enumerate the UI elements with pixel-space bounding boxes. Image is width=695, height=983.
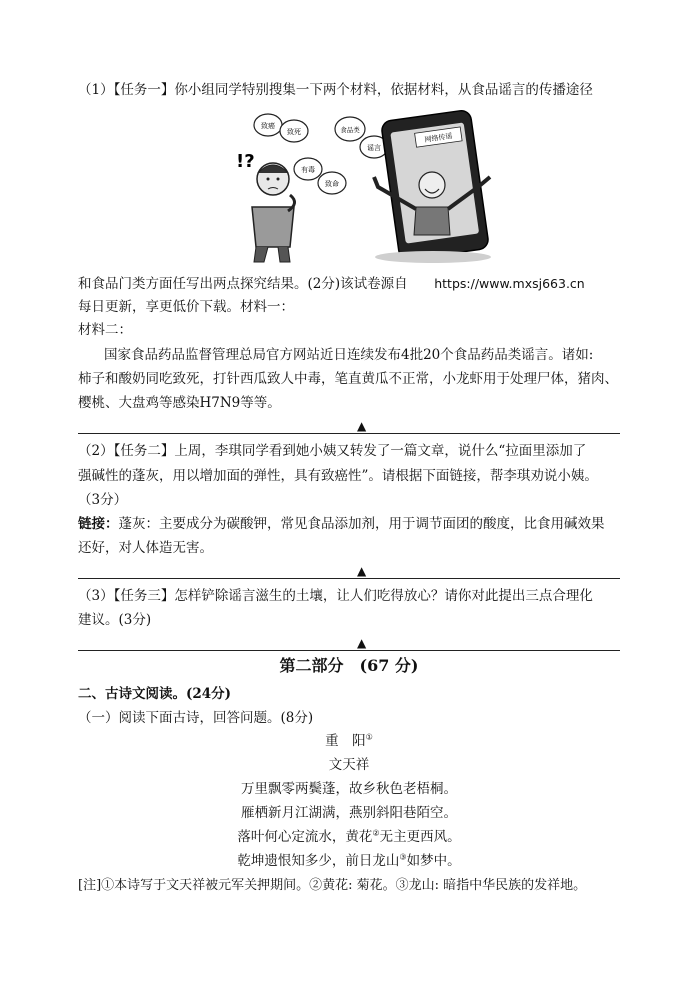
svg-text:致死: 致死 [287, 128, 301, 136]
poem-line-3: 落叶何心定流水，黄花②无主更西风。 [237, 828, 461, 845]
task2-line1: （2）【任务二】上周，李琪同学看到她小姨又转发了一篇文章，说什么“拉面里添加了 [78, 443, 587, 459]
svg-text:有毒: 有毒 [301, 166, 315, 174]
answer-triangle-1: ▲ [357, 419, 367, 433]
rumor-bubble-left-bottom [294, 158, 346, 194]
svg-text:!?: !? [236, 151, 255, 172]
svg-text:食品类: 食品类 [340, 126, 360, 134]
svg-text:致命: 致命 [325, 180, 339, 188]
poem-line-4: 乾坤遗恨知多少，前日龙山③如梦中。 [237, 852, 461, 869]
material2-label: 材料二： [78, 322, 132, 338]
task3-line2: 建议。(3分) [78, 612, 152, 628]
smartphone-figure [374, 109, 490, 260]
rumor-illustration [228, 107, 498, 265]
footnote-mark-1: ① [365, 732, 373, 742]
poem-title: 重 阳① [325, 732, 373, 749]
task1-line1: （1）【任务一】你小组同学特别搜集一下两个材料，依据材料，从食品谣言的传播途径 [78, 82, 593, 98]
link-label: 链接： [78, 516, 119, 532]
task1-line3: 每日更新，享更低价下载。材料一： [78, 299, 294, 315]
task3-line1: （3）【任务三】怎样铲除谣言滋生的土壤，让人们吃得放心？请你对此提出三点合理化 [78, 588, 593, 604]
poem-author: 文天祥 [328, 757, 370, 773]
part2-title: 第二部分 (67 分) [279, 656, 419, 675]
material-para-line2: 柿子和酸奶同吃致死，打针西瓜致人中毒，笔直黄瓜不正常，小龙虾用于处理尸体，猪肉、 [78, 371, 618, 387]
task2-link-line2: 还好，对人体造无害。 [78, 540, 213, 556]
divider-1 [78, 433, 620, 434]
divider-3 [78, 650, 620, 651]
section2-heading: 二、古诗文阅读。(24分) [78, 686, 232, 702]
confused-man-figure [236, 151, 295, 262]
poem-footnote: [注]①本诗写于文天祥被元军关押期间。②黄花: 菊花。③龙山: 暗指中华民族的发祥地。 [78, 878, 587, 893]
poem-line-1: 万里飘零两鬓蓬，故乡秋色老梧桐。 [241, 781, 457, 797]
rumor-bubble-right [335, 117, 388, 158]
material-para-line3: 樱桃、大盘鸡等感染H7N9等等。 [78, 395, 281, 411]
link-text: 蓬灰：主要成分为碳酸钾，常见食品添加剂，用于调节面团的酸度，比食用碱效果 [118, 516, 605, 532]
answer-triangle-3: ▲ [357, 636, 367, 650]
phone-screen-label: 网络传谣 [424, 132, 453, 144]
poem-line-2: 雁栖新月江湖满，燕别斜阳巷陌空。 [241, 805, 457, 821]
task2-line2: 强碱性的蓬灰，用以增加面的弹性，具有致癌性”。请根据下面链接，帮李琪劝说小姨。 [78, 468, 598, 484]
task2-link [78, 514, 605, 534]
svg-text:致癌: 致癌 [261, 122, 275, 130]
material-para-line1: 国家食品药品监督管理总局官方网站近日连续发布4批20个食品药品类谣言。诸如: [104, 347, 594, 363]
rumor-bubble-left-top [254, 114, 308, 142]
answer-triangle-2: ▲ [357, 564, 367, 578]
task2-line3: （3分） [78, 492, 128, 508]
footnote-mark-2: ② [372, 828, 380, 838]
poem-instruction: （一）阅读下面古诗，回答问题。(8分) [78, 710, 314, 726]
task1-line2: 和食品门类方面任写出两点探究结果。(2分)该试卷源自 https://www.mxsj663.cn [78, 276, 585, 292]
footnote-mark-3: ③ [399, 852, 407, 862]
divider-2 [78, 578, 620, 579]
source-url-link[interactable]: https://www.mxsj663.cn [434, 276, 585, 291]
svg-text:谣言: 谣言 [367, 144, 381, 152]
